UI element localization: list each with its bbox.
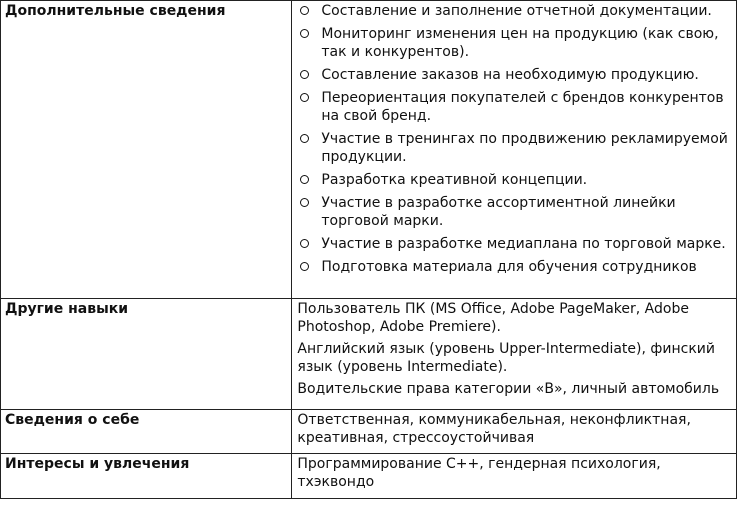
circle-bullet-icon [300,262,309,271]
row-interests [1,454,737,499]
list-item [297,194,730,230]
additional-info-value [292,1,737,299]
other-skills-value [292,299,737,410]
about-me-label: Сведения о себе [1,410,292,454]
skills-paragraph: Водительские права категории «В», личный автомобиль [297,381,720,397]
circle-bullet-icon [300,6,309,15]
circle-bullet-icon [300,134,309,143]
circle-bullet-icon [300,239,309,248]
list-item-text: Мониторинг изменения цен на продукцию (как свою, так и конкурентов). [321,26,719,60]
list-item-text: Составление и заполнение отчетной документации. [321,3,712,19]
list-item [297,171,730,189]
row-additional-info [1,1,737,299]
row-other-skills [1,299,737,410]
circle-bullet-icon [300,93,309,102]
list-item-text: Переориентация покупателей с брендов конкурентов на свой бренд. [321,90,724,124]
list-item [297,25,730,61]
circle-bullet-icon [300,70,309,79]
list-item [297,89,730,125]
circle-bullet-icon [300,198,309,207]
interests-value [292,454,737,499]
about-me-text: Ответственная, коммуникабельная, неконфликтная, креативная, стрессоустойчивая [297,412,691,446]
list-item-text: Составление заказов на необходимую продукцию. [321,67,699,83]
list-item [297,235,730,253]
list-item-text: Участие в тренингах по продвижению рекламируемой продукции. [321,131,728,165]
other-skills-label: Другие навыки [1,299,292,410]
list-item-text: Участие в разработке ассортиментной линейки торговой марки. [321,195,676,229]
circle-bullet-icon [300,29,309,38]
about-me-value [292,410,737,454]
skills-paragraph: Пользователь ПК (MS Office, Adobe PageMaker, Adobe Photoshop, Adobe Premiere). [297,301,689,335]
additional-info-label: Дополнительные сведения [1,1,292,299]
list-item-text: Участие в разработке медиаплана по торговой марке. [321,236,726,252]
list-item [297,2,730,20]
circle-bullet-icon [300,175,309,184]
row-about-me [1,410,737,454]
skills-paragraph: Английский язык (уровень Upper-Intermediate), финский язык (уровень Intermediate). [297,341,715,375]
interests-text: Программирование C++, гендерная психология, тхэквондо [297,456,661,490]
duties-list [297,2,730,276]
list-item-text: Подготовка материала для обучения сотрудников [321,259,697,275]
list-item [297,258,730,276]
list-item-text: Разработка креативной концепции. [321,172,588,188]
interests-label: Интересы и увлечения [1,454,292,499]
list-item [297,66,730,84]
list-item [297,130,730,166]
